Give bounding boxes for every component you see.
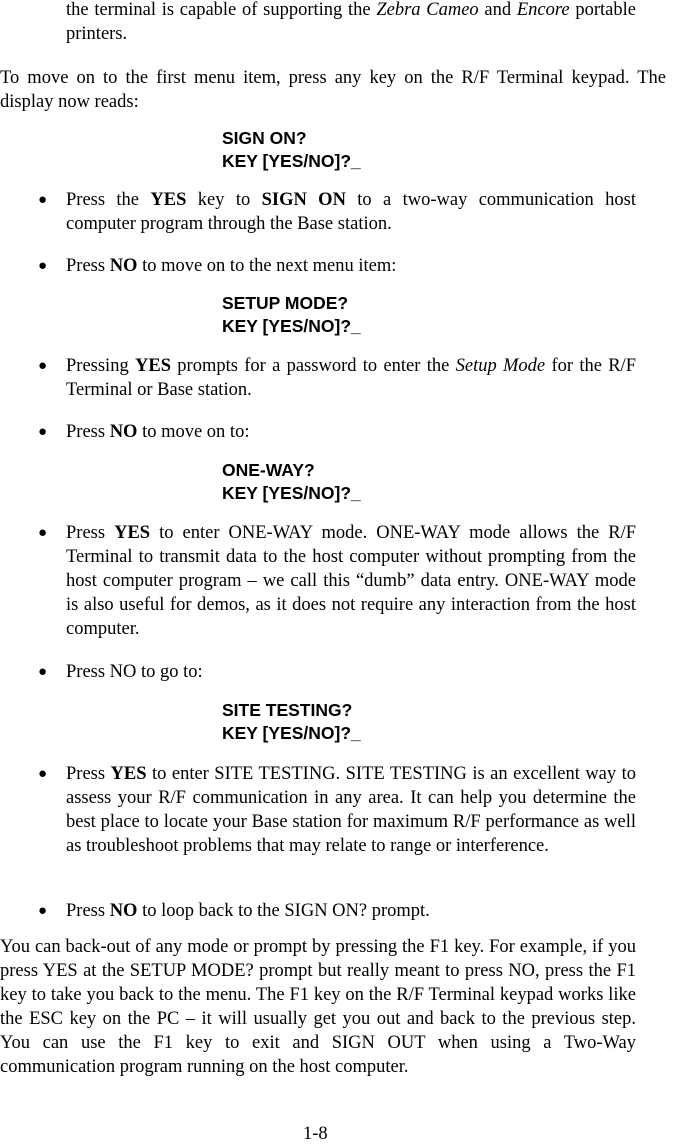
- key-no: NO: [109, 256, 138, 276]
- continuation-before: the terminal is capable of supporting the: [66, 0, 377, 20]
- display-one-way-line1: ONE-WAY?: [222, 460, 315, 480]
- bullet-no-move-on: Press NO to move on to:: [66, 422, 250, 442]
- bullet-dot: ●: [38, 766, 48, 782]
- bullet-dot: ●: [38, 192, 48, 208]
- bullet-dot: ●: [38, 358, 48, 374]
- key-no: NO: [109, 422, 138, 442]
- key-yes: YES: [135, 356, 171, 376]
- key-no: NO: [109, 901, 138, 921]
- page-number: 1-8: [303, 1124, 328, 1144]
- display-site-testing: [222, 699, 361, 745]
- display-one-way: [222, 459, 361, 505]
- key-yes: YES: [110, 764, 147, 784]
- display-sign-on: [222, 127, 361, 173]
- display-setup-mode: [222, 292, 361, 338]
- key-sign-on: SIGN ON: [261, 190, 346, 210]
- setup-mode-term: Setup Mode: [455, 356, 546, 376]
- bullet-no-next: Press NO to move on to the next menu item:: [66, 256, 397, 276]
- display-sign-on-line2: KEY [YES/NO]?_: [222, 151, 361, 171]
- bullet-dot: ●: [38, 525, 48, 541]
- display-sign-on-line1: SIGN ON?: [222, 128, 307, 148]
- bullet-site-testing: Press YES to enter SITE TESTING. SITE TESTING is an excellent way to assess your R/F communication in any area. It can help you determine the best place to locate your Base station for maximum R/F performance as well as troubleshoot problems that may relate to range or interference.: [66, 764, 636, 856]
- display-site-testing-line2: KEY [YES/NO]?_: [222, 723, 361, 743]
- brand-encore: Encore: [516, 0, 570, 20]
- key-yes: YES: [150, 190, 187, 210]
- bullet-sign-on: Press the YES key to SIGN ON to a two-way communication host computer program through the Base station.: [66, 190, 636, 234]
- key-yes: YES: [114, 523, 151, 543]
- display-setup-mode-line1: SETUP MODE?: [222, 293, 349, 313]
- bullet-dot: ●: [38, 903, 48, 919]
- bullet-dot: ●: [38, 258, 48, 274]
- display-one-way-line2: KEY [YES/NO]?_: [222, 483, 361, 503]
- bullet-dot: ●: [38, 424, 48, 440]
- display-site-testing-line1: SITE TESTING?: [222, 700, 353, 720]
- intro-paragraph: To move on to the first menu item, press any key on the R/F Terminal keypad. The display now reads:: [0, 68, 666, 112]
- bullet-no-go-to: Press NO to go to:: [66, 662, 203, 682]
- bullet-one-way: Press YES to enter ONE-WAY mode. ONE-WAY mode allows the R/F Terminal to transmit data to the host computer without prompting from the host computer program – we call this “dumb” data entry. ONE-WAY mode is also useful for demos, as it does not require any interaction from the host computer.: [66, 523, 637, 639]
- continuation-and: and: [478, 0, 517, 20]
- continuation-after: portable printers.: [66, 0, 636, 44]
- brand-zebra-cameo: Zebra Cameo: [376, 0, 479, 20]
- bullet-setup-mode: Pressing YES prompts for a password to enter the Setup Mode for the R/F Terminal or Base station.: [66, 356, 636, 400]
- bullet-dot: ●: [38, 664, 48, 680]
- continuation-paragraph: [66, 0, 636, 46]
- bullet-no-loop-back: Press NO to loop back to the SIGN ON? prompt.: [66, 901, 430, 921]
- closing-paragraph: You can back-out of any mode or prompt by pressing the F1 key. For example, if you press YES at the SETUP MODE? prompt but really meant to press NO, press the F1 key to take you back to the menu. The F1 key on the R/F Terminal keypad works like the ESC key on the PC – it will usually get you out and back to the previous step. You can use the F1 key to exit and SIGN OUT when using a Two-Way communication program running on the host computer.: [0, 937, 636, 1077]
- display-setup-mode-line2: KEY [YES/NO]?_: [222, 316, 361, 336]
